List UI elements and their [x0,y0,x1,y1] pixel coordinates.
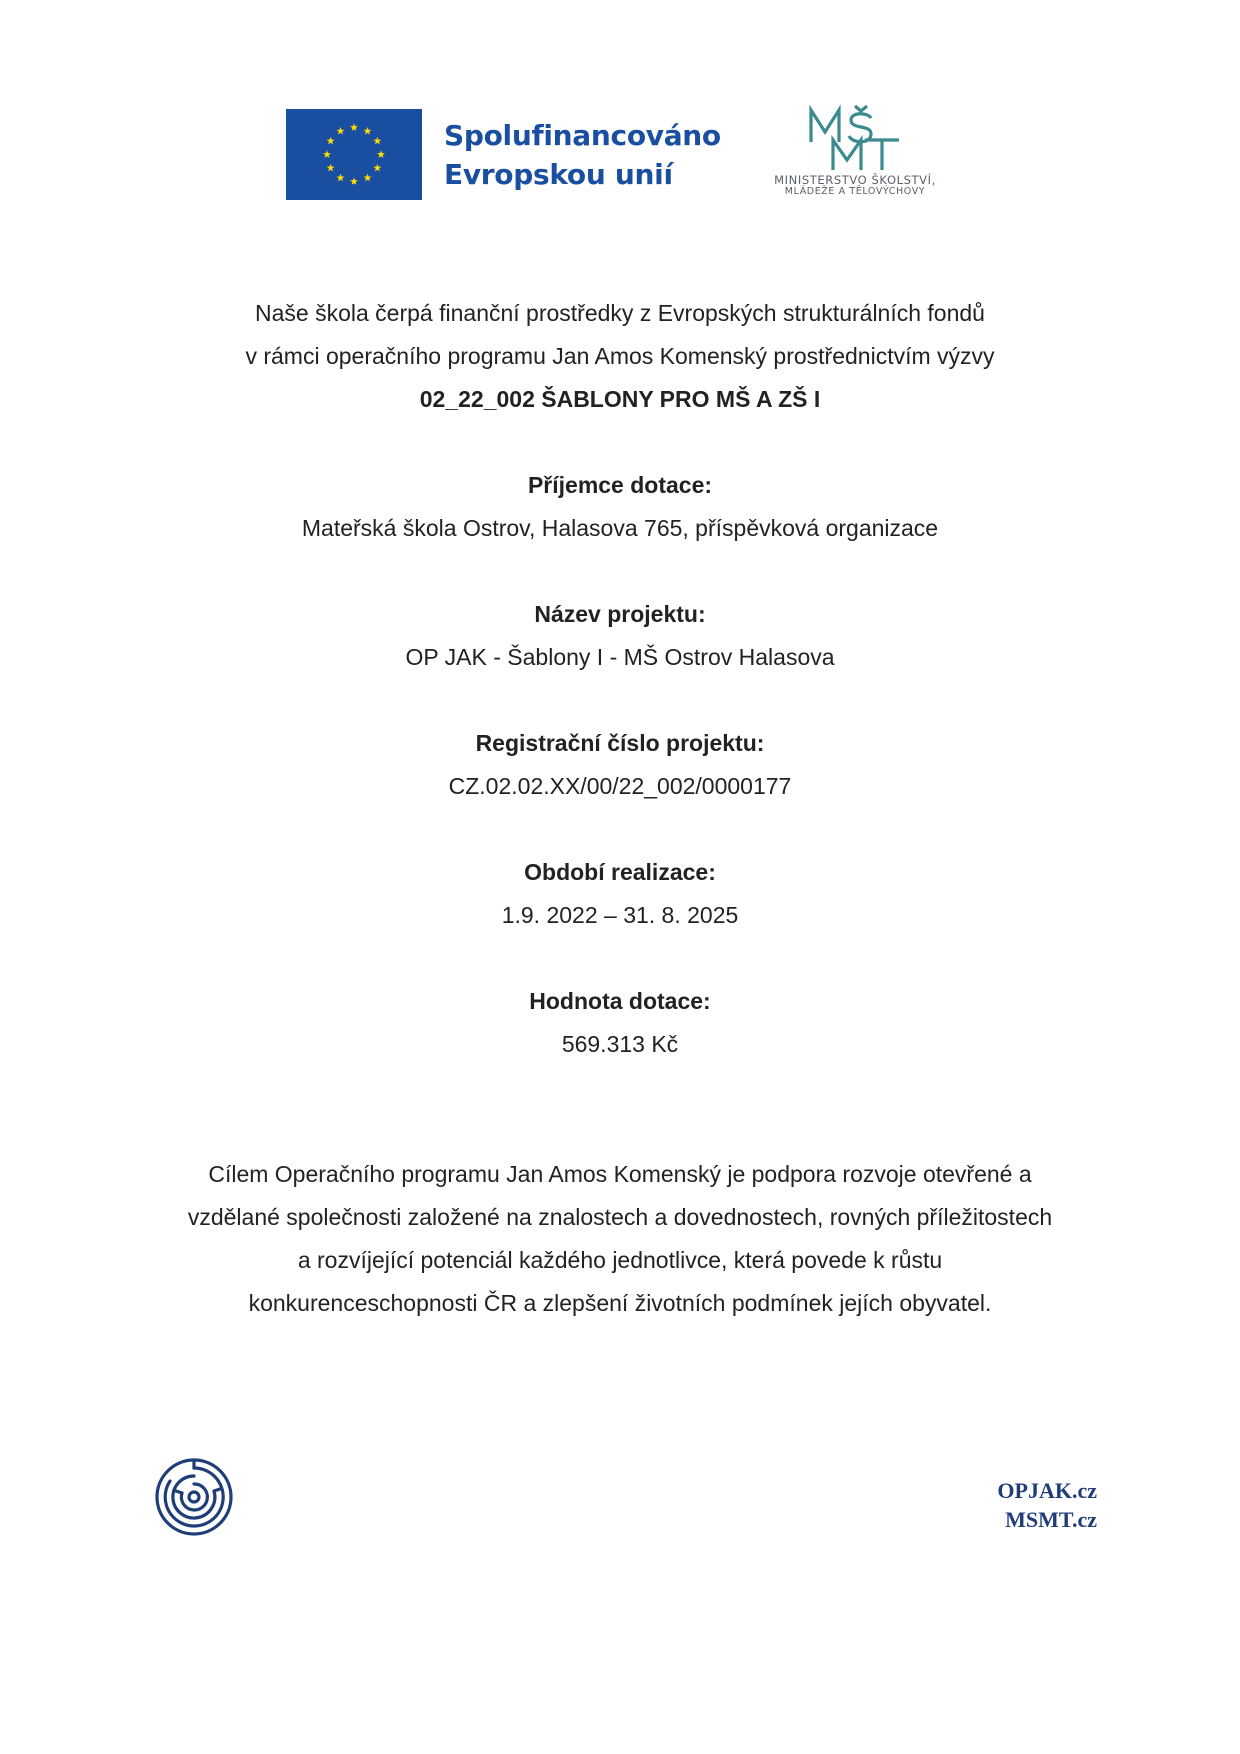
msmt-logo [740,104,970,198]
eu-text-line1: Spolufinancováno [444,118,721,152]
msmt-link[interactable]: MSMT.cz [1005,1507,1097,1532]
grant-value-label: Hodnota dotace: [529,988,711,1014]
msmt-text-line2: MLÁDEŽE A TĚLOVÝCHOVY [784,186,926,197]
footer-links [997,1476,1097,1534]
eu-cofinancing-text [444,116,721,194]
grant-value-value: 569.313 Kč [561,1031,679,1057]
eu-text-line2: Evropskou unií [444,157,673,191]
msmt-logo-text [740,174,970,198]
project-name-value: OP JAK - Šablony I - MŠ Ostrov Halasova [405,644,835,670]
goal-line-1: Cílem Operačního programu Jan Amos Komenský je podpora rozvoje otevřené a [208,1161,1032,1187]
recipient-label: Příjemce dotace: [527,472,713,498]
registration-number-label: Registrační číslo projektu: [475,730,765,756]
registration-number-value: CZ.02.02.XX/00/22_002/0000177 [448,773,792,799]
goal-line-2: vzdělané společnosti založené na znalostech a dovednostech, rovných příležitostech [187,1204,1053,1230]
msmt-logo-icon [805,104,905,174]
intro-line-1: Naše škola čerpá finanční prostředky z Evropských strukturálních fondů [255,300,985,326]
period-label: Období realizace: [524,859,716,885]
opjak-link[interactable]: OPJAK.cz [997,1478,1097,1503]
eu-cofinancing-logo [286,109,721,200]
opjak-maze-icon [154,1457,234,1537]
eu-flag-icon [286,109,422,200]
period-value: 1.9. 2022 – 31. 8. 2025 [501,902,739,928]
goal-line-3: a rozvíjející potenciál každého jednotlivce, která povede k růstu [297,1247,943,1273]
msmt-text-line1: MINISTERSTVO ŠKOLSTVÍ, [774,173,936,187]
project-name-label: Název projektu: [534,601,706,627]
intro-line-2: v rámci operačního programu Jan Amos Komenský prostřednictvím výzvy [245,343,995,369]
recipient-value: Mateřská škola Ostrov, Halasova 765, příspěvková organizace [301,515,939,541]
call-title: 02_22_002 ŠABLONY PRO MŠ A ZŠ I [419,386,821,412]
goal-line-4: konkurenceschopnosti ČR a zlepšení životních podmínek jejích obyvatel. [248,1290,992,1316]
